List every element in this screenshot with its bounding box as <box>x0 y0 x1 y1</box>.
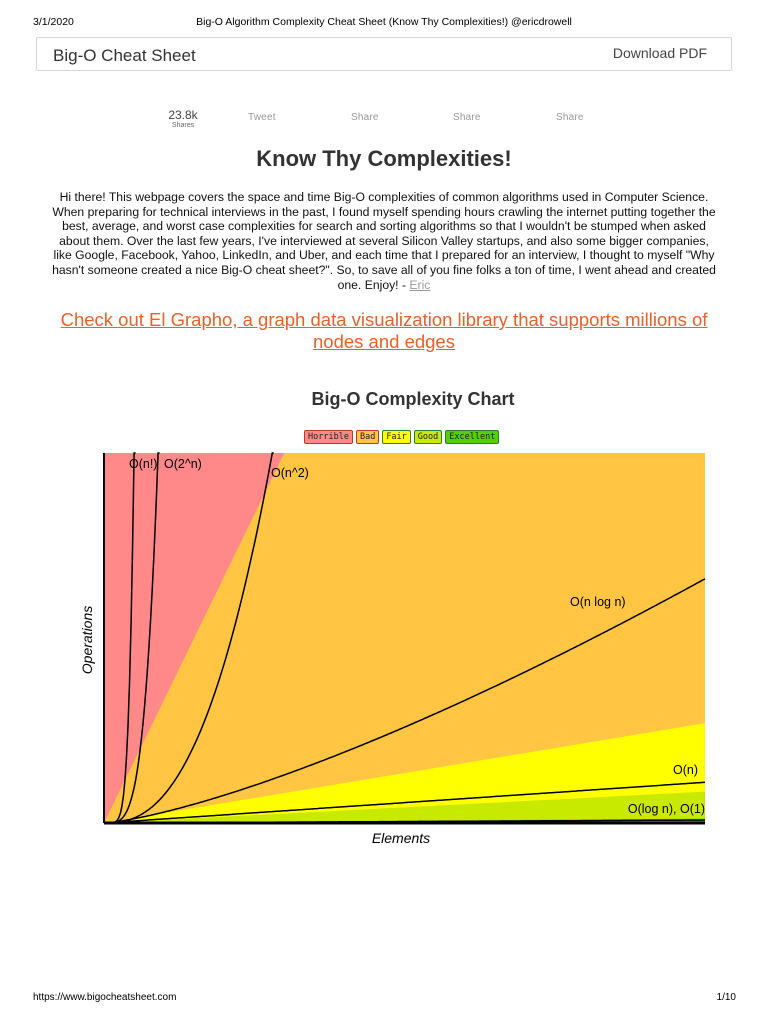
print-page-number: 1/10 <box>716 992 736 1003</box>
legend-bad: Bad <box>356 430 379 444</box>
el-grapho-promo-link[interactable]: Check out El Grapho, a graph data visualization library that supports millions of nodes and edges <box>60 309 708 352</box>
legend-fair: Fair <box>382 430 410 444</box>
share-button-3[interactable]: Share <box>556 112 584 123</box>
print-date: 3/1/2020 <box>33 16 74 28</box>
author-link[interactable]: Eric <box>409 277 431 292</box>
legend-excellent: Excellent <box>445 430 499 444</box>
print-document-title: Big-O Algorithm Complexity Cheat Sheet (Know Thy Complexities!) @ericdrowell <box>196 16 572 28</box>
curve-label-exponential: O(2^n) <box>164 457 202 471</box>
legend-good: Good <box>414 430 442 444</box>
intro-text: Hi there! This webpage covers the space and time Big-O complexities of common algorithms used in Computer Science. When preparing for technical interviews in the past, I found myself spending hours crawling the internet putting together the best, average, and worst case complexities for search and sorting algorithms so that I wouldn't be stumped when asked about them. Over the last few years, I've interviewed at several Silicon Valley startups, and also some bigger companies, like Google, Facebook, Yahoo, LinkedIn, and Uber, and each time that I prepared for an interview, I thought to myself "Why hasn't someone created a nice Big-O cheat sheet?". So, to save all of you fine folks a ton of time, I went ahead and created one. Enjoy! - <box>52 190 716 292</box>
x-axis-label: Elements <box>371 830 431 846</box>
y-axis-label: Operations <box>79 605 95 675</box>
download-pdf-link[interactable]: Download PDF <box>612 45 707 61</box>
share-bar <box>0 108 768 132</box>
chart-title: Big-O Complexity Chart <box>311 389 515 409</box>
share-button-2[interactable]: Share <box>453 112 481 123</box>
navbar-brand-link[interactable]: Big-O Cheat Sheet <box>53 46 196 65</box>
share-count-number: 23.8k <box>168 108 198 122</box>
navbar <box>36 37 732 71</box>
share-count-label: Shares <box>171 122 195 129</box>
intro-paragraph <box>50 190 718 292</box>
curve-label-log: O(log n), O(1) <box>627 802 705 816</box>
legend-horrible: Horrible <box>304 430 353 444</box>
chart-legend <box>304 430 499 444</box>
curve-label-linear: O(n) <box>673 763 698 777</box>
curve-label-nlogn: O(n log n) <box>570 595 626 609</box>
share-count <box>160 108 206 130</box>
curve-label-quadratic: O(n^2) <box>271 466 309 480</box>
curve-label-factorial: O(n!) <box>129 457 158 471</box>
print-url: https://www.bigocheatsheet.com <box>33 992 177 1003</box>
page-title: Know Thy Complexities! <box>256 146 512 171</box>
complexity-chart <box>0 448 768 858</box>
tweet-button[interactable]: Tweet <box>248 112 276 123</box>
share-button-1[interactable]: Share <box>351 112 379 123</box>
